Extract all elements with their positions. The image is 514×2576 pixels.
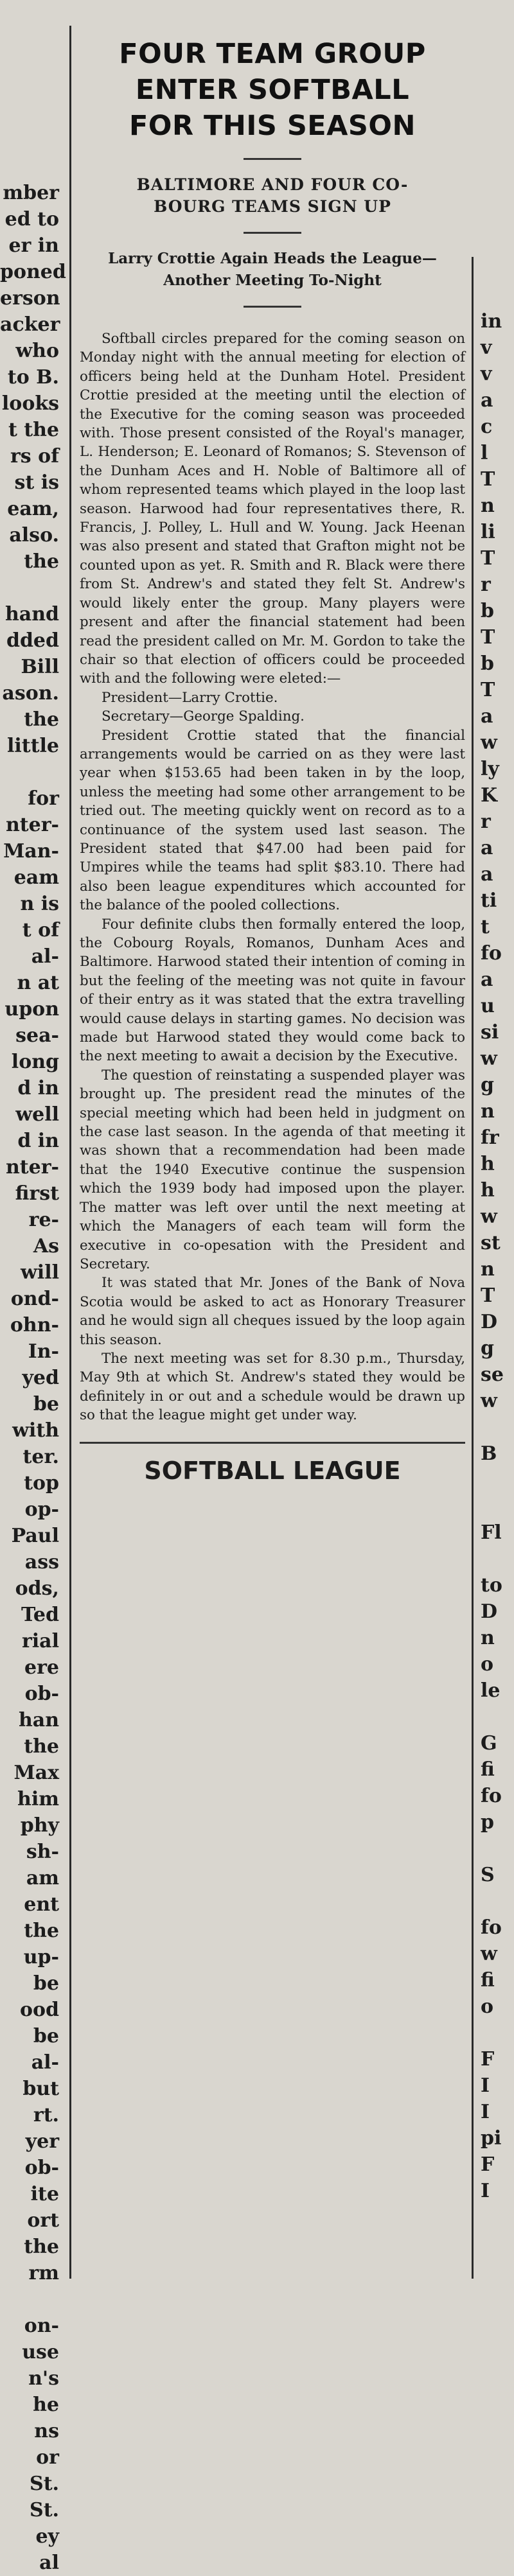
right-column-fragment: n [481, 1258, 495, 1281]
headline-rule [244, 158, 301, 160]
right-column-fragment: fo [481, 1916, 502, 1939]
left-column-fragment: rial [21, 1630, 59, 1652]
right-column-fragment: F [481, 2153, 495, 2176]
column-divider-left [69, 26, 71, 2279]
right-column-fragment: I [481, 2074, 490, 2097]
right-column-fragment: a [481, 705, 493, 728]
right-column-fragment: T [481, 1284, 495, 1307]
left-column-fragment: Man- [3, 840, 59, 863]
left-column-fragment: top [24, 1472, 59, 1494]
right-column-fragment [477, 1493, 514, 1520]
left-column-fragment: yed [22, 1367, 59, 1389]
left-column-fragment: be [33, 1972, 59, 1995]
left-column-fragment: also. [9, 524, 59, 547]
left-column-fragment: ass [24, 1551, 59, 1573]
subdeck: Larry Crottie Again Heads the League—Another Meeting To-Night [108, 250, 437, 289]
left-column-fragment: ob- [24, 2157, 59, 2179]
right-column-fragment: F [481, 2048, 495, 2071]
left-column-fragment: As [33, 1235, 59, 1257]
paragraph-finances: President Crottie stated that the financial arrangements would be carried on as they were last year when $153.65 had been taken in by the loop, unless the meeting had some other arrangement to be tried out. The meeting quickly went on record as to a continuance of the system used last season. The President stated that $47.00 had been paid for Umpires while the teams had split $83.10. There had also been league expenditures which accounted for the balance of the pooled collections. [80, 727, 465, 914]
right-column-fragment: se [481, 1363, 504, 1386]
right-column-fragment: T [481, 468, 495, 491]
left-column-fragment: the [24, 1735, 59, 1758]
right-column-fragment: st [481, 1232, 501, 1254]
right-column-fragment: a [481, 389, 493, 412]
left-column-fragment: ere [24, 1656, 59, 1679]
right-column-fragment: D [481, 1600, 498, 1623]
right-column-fragment: g [481, 1074, 494, 1096]
left-column-fragment: the [24, 1920, 59, 1942]
left-column-fragment: Max [13, 1762, 59, 1784]
right-column-fragment: si [481, 1021, 499, 1044]
left-column-fragment: up- [23, 1946, 59, 1968]
left-adjacent-column [0, 180, 66, 2574]
left-column-fragment: long [11, 1051, 59, 1073]
left-column-fragment: n's [28, 2367, 59, 2390]
right-column-fragment: S [481, 1864, 495, 1886]
right-column-fragment: w [481, 1943, 497, 1965]
left-column-fragment: In- [28, 1340, 59, 1363]
right-column-fragment: G [481, 1732, 497, 1755]
left-column-fragment: ond- [10, 1288, 59, 1310]
deck-rule [244, 232, 301, 234]
right-column-fragment: T [481, 547, 495, 570]
left-column-fragment: re- [28, 1209, 59, 1231]
paragraph-suspension: The question of reinstating a suspended player was brought up. The president read the minutes of the special meeting which had been held in judgment on the case last season. In the agenda of that meeting it was shown that a recommendation had been made that the 1940 Executive continue the suspension which the 1939 body had imposed upon the player. The matter was left over until the next meeting at which the Managers of each team will form the executive in co-opesation with the President and Secretary. [80, 1067, 465, 1272]
left-column-fragment: ed to [4, 208, 59, 231]
left-column-fragment: n is [20, 893, 59, 915]
left-column-fragment: ey [35, 2525, 59, 2548]
right-column-fragment [477, 2020, 514, 2046]
left-column-fragment: mber [3, 182, 59, 204]
left-column-fragment: poned [0, 261, 66, 283]
left-column-fragment: ob- [24, 1683, 59, 1705]
left-column-fragment: ent [24, 1893, 59, 1916]
right-column-fragment: fr [481, 1126, 499, 1149]
left-column-fragment: al- [31, 945, 59, 968]
right-column-fragment: fi [481, 1969, 495, 1992]
right-column-fragment: I [481, 2180, 490, 2202]
left-column-fragment: al- [31, 2051, 59, 2074]
left-column-fragment: looks [1, 392, 59, 415]
left-column-fragment: upon [4, 998, 59, 1021]
next-article-headline: SOFTBALL LEAGUE [144, 1456, 401, 1485]
right-adjacent-column [477, 308, 514, 2203]
officer-secretary: Secretary—George Spalding. [102, 708, 305, 725]
right-column-fragment: r [481, 810, 491, 833]
left-column-fragment: with [12, 1419, 59, 1442]
left-column-fragment: to B. [7, 366, 59, 389]
right-column-fragment: h [481, 1153, 495, 1175]
left-column-fragment: phy [20, 1814, 59, 1837]
right-column-fragment [477, 1888, 514, 1914]
headline [80, 36, 465, 144]
left-column-fragment [0, 2286, 63, 2313]
left-column-fragment: ter. [22, 1446, 59, 1468]
left-column-fragment: sh- [26, 1841, 59, 1863]
right-column-fragment: a [481, 968, 493, 991]
right-column-fragment: T [481, 626, 495, 649]
right-column-fragment: n [481, 1100, 495, 1123]
subdeck-rule [244, 306, 301, 308]
right-column-fragment: Fl [481, 1521, 502, 1544]
right-column-fragment: le [481, 1679, 501, 1702]
left-column-fragment: rt. [33, 2104, 59, 2126]
left-column-fragment: er in [8, 234, 59, 257]
left-column-fragment: who [15, 340, 59, 362]
right-column-fragment: w [481, 1047, 497, 1070]
left-column-fragment: erson [0, 287, 60, 310]
left-column-fragment: be [33, 2025, 59, 2047]
headline-line-3: FOR THIS SEASON [129, 110, 416, 142]
left-column-fragment: han [18, 1709, 59, 1731]
right-column-fragment: n [481, 1627, 495, 1649]
right-column-fragment: fi [481, 1758, 495, 1781]
left-column-fragment: nter- [5, 814, 59, 836]
right-column-fragment: a [481, 863, 493, 886]
officer-president: President—Larry Crottie. [102, 689, 278, 706]
left-column-fragment: t of [22, 919, 59, 942]
left-column-fragment: him [17, 1788, 59, 1810]
deck: BALTIMORE AND FOUR CO-BOURG TEAMS SIGN UP [136, 175, 409, 216]
left-column-fragment: the [24, 708, 59, 731]
left-column-fragment: Paul [11, 1525, 59, 1547]
left-column-fragment: d in [17, 1077, 59, 1100]
left-column-fragment: first [15, 1182, 59, 1205]
left-column-fragment: ods, [15, 1577, 59, 1600]
right-column-fragment: g [481, 1337, 494, 1360]
left-column-fragment: nter- [5, 1156, 59, 1178]
left-column-fragment: on- [24, 2315, 59, 2337]
right-column-fragment [477, 1414, 514, 1441]
right-column-fragment: li [481, 521, 495, 543]
left-column-fragment: ite [30, 2183, 59, 2205]
left-column-fragment: rm [28, 2262, 59, 2284]
right-column-fragment: l [481, 442, 488, 464]
left-column-fragment: eam [13, 866, 59, 889]
left-column-fragment: St. [30, 2473, 59, 2495]
left-column-fragment: ood [20, 1999, 59, 2021]
left-column-fragment: use [22, 2341, 59, 2363]
left-column-fragment: Ted [21, 1604, 59, 1626]
left-column-fragment: al [39, 2552, 59, 2574]
left-column-fragment: be [33, 1393, 59, 1415]
left-column-fragment [0, 575, 63, 601]
left-column-fragment: little [7, 735, 59, 757]
right-column-fragment: B [481, 1442, 497, 1465]
right-column-fragment: b [481, 653, 494, 675]
right-column-fragment: I [481, 2101, 490, 2123]
article-body [80, 329, 465, 1425]
left-column-fragment: dded [6, 629, 59, 652]
right-column-fragment: w [481, 1390, 497, 1412]
left-column-fragment: ohn- [10, 1314, 59, 1336]
left-column-fragment: St. [30, 2499, 59, 2521]
right-column-fragment: n [481, 495, 495, 517]
left-column-fragment: ason. [2, 682, 59, 705]
left-column-fragment: yer [25, 2130, 59, 2153]
left-column-fragment: acker [0, 313, 60, 336]
right-column-fragment: pi [481, 2127, 502, 2150]
left-column-fragment: hand [4, 603, 59, 626]
right-column-fragment: to [481, 1574, 502, 1597]
left-column-fragment: for [28, 787, 59, 810]
headline-line-1: FOUR TEAM GROUP [119, 38, 426, 70]
right-column-fragment: w [481, 732, 497, 754]
right-column-fragment: a [481, 837, 493, 859]
headline-line-2: ENTER SOFTBALL [135, 74, 410, 106]
right-column-fragment [477, 1704, 514, 1730]
paragraph-clubs: Four definite clubs then formally entered the loop, the Cobourg Royals, Romanos, Dunham Aces and Baltimore. Harwood stated their intention of coming in but the feeling of the meeting was not quite in favour of their entry as it was stated that the extra travelling would cause delays in starting games. No decision was made but Harwood stated they would come back to the next meeting to await a decision by the Executive. [80, 916, 465, 1065]
right-column-fragment: w [481, 1205, 497, 1228]
right-column-fragment: v [481, 363, 492, 385]
left-column-fragment: Bill [21, 656, 59, 678]
right-column-fragment: fo [481, 942, 502, 965]
right-column-fragment: h [481, 1179, 495, 1202]
left-column-fragment: t the [8, 419, 59, 441]
left-column-fragment: am [26, 1867, 59, 1889]
left-column-fragment: well [15, 1103, 59, 1126]
right-column-fragment: p [481, 1811, 494, 1834]
paragraph-next-meeting: The next meeting was set for 8.30 p.m., Thursday, May 9th at which St. Andrew's stated they would be definitely in or out and a schedule would be drawn up so that the league might get under way. [80, 1350, 465, 1424]
left-column-fragment: the [24, 550, 59, 573]
left-column-fragment: op- [24, 1498, 59, 1521]
left-column-fragment: n at [17, 972, 59, 994]
left-column-fragment: ns [34, 2420, 59, 2442]
paragraph-treasurer: It was stated that Mr. Jones of the Bank of Nova Scotia would be asked to act as Honorary Treasurer and he would sign all cheques issued by the loop again this season. [80, 1275, 465, 1348]
right-column-fragment: T [481, 679, 495, 701]
right-column-fragment: u [481, 995, 495, 1017]
right-column-fragment: c [481, 416, 493, 438]
left-column-fragment: eam, [7, 498, 59, 520]
right-column-fragment: in [481, 310, 502, 333]
right-column-fragment: K [481, 784, 498, 807]
left-column-fragment: but [22, 2078, 59, 2100]
right-column-fragment: v [481, 337, 492, 359]
left-column-fragment: will [20, 1261, 59, 1284]
right-column-fragment: t [481, 916, 490, 938]
left-column-fragment: d in [17, 1130, 59, 1152]
left-column-fragment: ort [27, 2209, 59, 2232]
left-column-fragment: st is [14, 471, 59, 494]
right-column-fragment: r [481, 574, 491, 596]
paragraph-1: Softball circles prepared for the coming season on Monday night with the annual meeting for election of officers being held at the Dunham Hotel. President Crottie presided at the meeting until the election of the Executive for the coming season was proceeded with. Those present consisted of the Royal's manager, L. Henderson; E. Leonard of Romanos; S. Stevenson of the Dunham Aces and H. Noble of Baltimore all of whom represented teams which played in the loop last season. Harwood had four representatives there, R. Francis, J. Polley, L. Hull and W. Young. Jack Heenan was also present and stated that Grafton might not be counted upon as yet. R. Smith and R. Black were there from St. Andrew's and stated they felt St. Andrew's would likely enter the group. Many players were present and after the financial statement had been read the president called on Mr. M. Gordon to take the chair so that election of officers could be proceeded with and the following were eleted:— [80, 331, 465, 687]
right-column-fragment: ti [481, 889, 497, 912]
left-column-fragment [0, 759, 63, 785]
article [80, 26, 465, 1485]
left-column-fragment: or [36, 2446, 59, 2469]
right-column-fragment: D [481, 1311, 498, 1333]
left-column-fragment: he [33, 2394, 59, 2416]
left-column-fragment: rs of [10, 445, 59, 468]
bottom-rule [80, 1442, 465, 1444]
right-column-fragment: o [481, 1995, 494, 2018]
right-column-fragment [477, 1546, 514, 1572]
left-column-fragment: the [24, 2236, 59, 2258]
right-column-fragment: fo [481, 1785, 502, 1807]
right-column-fragment: ly [481, 758, 499, 780]
left-column-fragment: sea- [15, 1024, 59, 1047]
column-divider-right [472, 257, 474, 2279]
right-column-fragment [477, 1836, 514, 1862]
right-column-fragment: o [481, 1653, 494, 1676]
right-column-fragment [477, 1467, 514, 1493]
right-column-fragment: b [481, 600, 494, 622]
